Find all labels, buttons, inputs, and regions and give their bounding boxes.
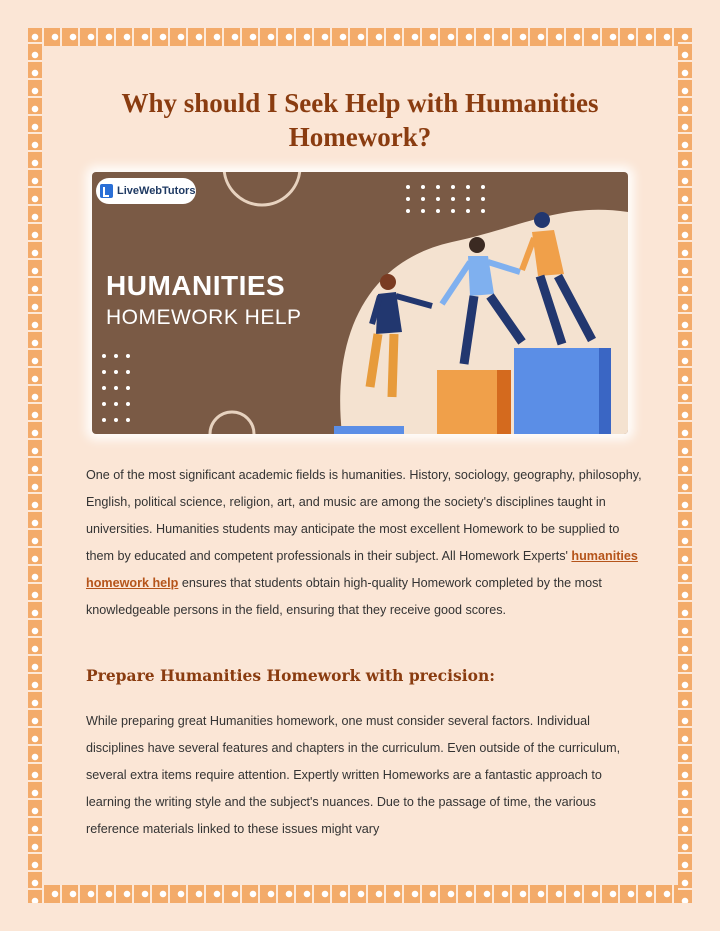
body-paragraph: While preparing great Humanities homework, one must consider several factors. Individual disciplines have several features and chapters in the curriculum. Even outside of the curriculum, several extra items require attention. Expertly written Homeworks are a fantastic approach to learning the writing style and the subject's nuances. Due to the passage of time, the various reference materials linked to these issues might vary	[86, 714, 621, 836]
hero-banner-image	[92, 172, 628, 434]
section-heading: Prepare Humanities Homework with precision:	[86, 666, 495, 685]
intro-paragraph	[86, 462, 646, 624]
brand-logo	[96, 178, 196, 204]
decorative-border-bottom	[28, 885, 692, 903]
hero-illustration	[92, 172, 628, 434]
decorative-border-right	[678, 28, 692, 903]
hero-subheading: HOMEWORK HELP	[106, 306, 302, 329]
intro-text-before-link: One of the most significant academic fields is humanities. History, sociology, geography, philosophy, English, political science, religion, art, and music are among the society's disciplines taught in universities. Humanities students may anticipate the most excellent Homework to be supplied to them by educated and competent professionals in their subject. All Homework Experts'	[86, 468, 642, 563]
decorative-border-top	[28, 28, 692, 46]
humanities-homework-help-link[interactable]: humanities homework help	[86, 549, 638, 590]
brand-name: LiveWebTutors	[117, 185, 196, 197]
decorative-border-left	[28, 28, 42, 903]
page-title: Why should I Seek Help with Humanities Homework?	[121, 88, 599, 152]
intro-text-after-link: ensures that students obtain high-quality Homework completed by the most knowledgeable persons in the field, ensuring that they receive good scores.	[86, 576, 602, 617]
hero-heading: HUMANITIES	[106, 270, 286, 301]
brand-logo-icon	[100, 184, 113, 198]
